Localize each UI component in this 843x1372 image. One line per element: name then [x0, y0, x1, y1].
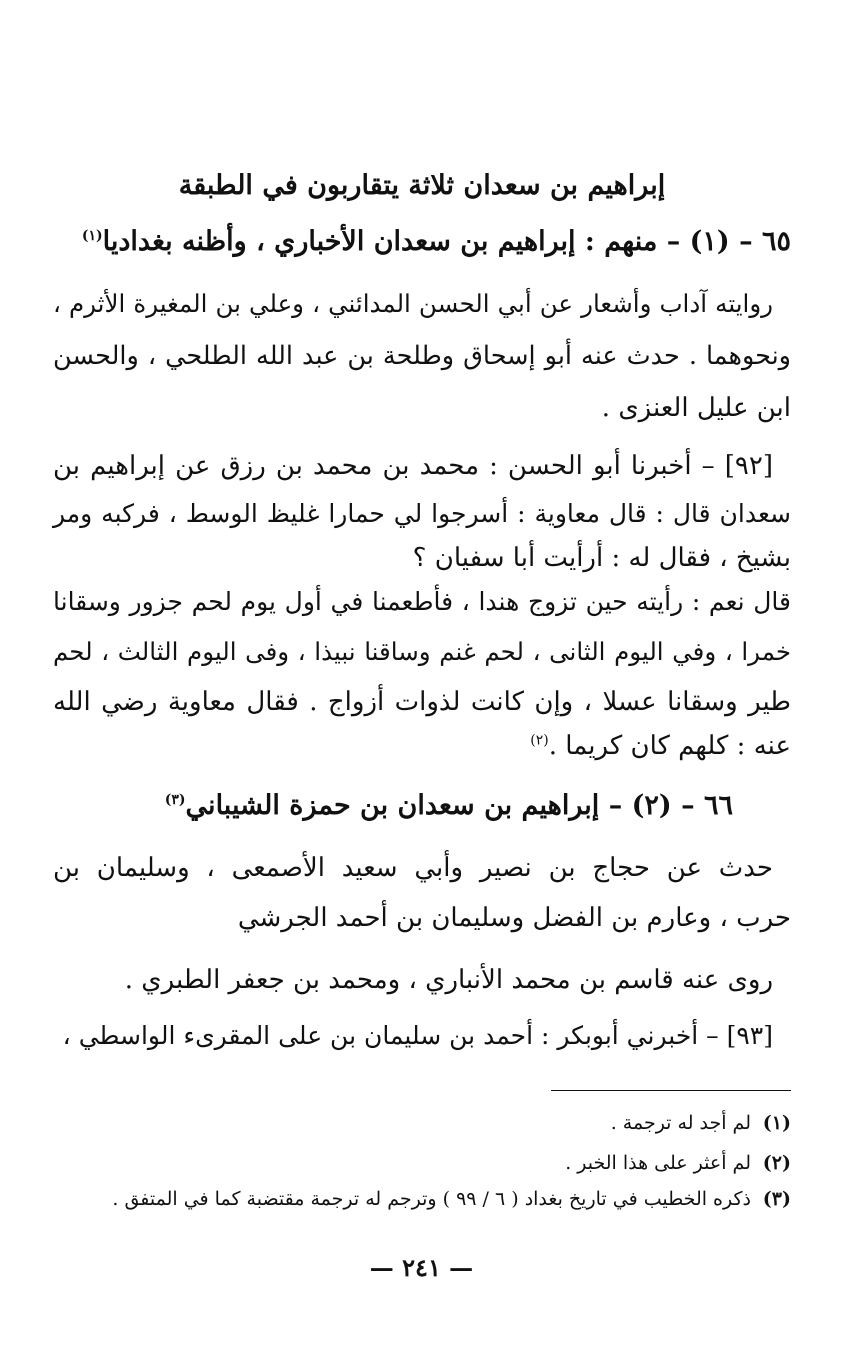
report-92-line-5: خمرا ، وفي اليوم الثانى ، لحم غنم وساقنا نبيذا ، وفى اليوم الثالث ، لحم [53, 637, 791, 666]
footnote-2-text: لم أعثر على هذا الخبر . [565, 1152, 751, 1174]
entry-66-line-3: روى عنه قاسم بن محمد الأنباري ، ومحمد بن جعفر الطبري . [124, 965, 773, 995]
report-93-line-1: [٩٣] – أخبرني أبوبكر : أحمد بن سليمان بن على المقرىء الواسطي ، [62, 1021, 773, 1050]
report-92-line-6: طير وسقانا عسلا ، وإن كانت لذوات أزواج . فقال معاوية رضي الله [53, 687, 791, 717]
report-92-line-7-text: عنه : كلهم كان كريما . [548, 731, 791, 761]
report-92-line-2: سعدان قال : قال معاوية : أسرجوا لي حمارا غليظ الوسط ، فركبه ومر [53, 499, 791, 528]
footnote-ref-3: (٣) [164, 792, 186, 808]
report-92-line-7 [53, 726, 791, 766]
entry-65-line-3: ابن عليل العنزى . [601, 393, 791, 423]
report-92-line-3: بشيخ ، فقال له : أرأيت أبا سفيان ؟ [412, 543, 791, 573]
section-heading: إبراهيم بن سعدان ثلاثة يتقاربون في الطبقة [178, 170, 666, 201]
footnote-1-text: لم أجد له ترجمة . [610, 1112, 751, 1134]
footnote-3 [53, 1184, 791, 1214]
footnote-3-number: (٣) [762, 1188, 791, 1210]
footnote-separator [551, 1090, 791, 1091]
report-92-line-4: قال نعم : رأيته حين تزوج هندا ، فأطعمنا في أول يوم لحم جزور وسقانا [53, 587, 791, 616]
entry-66-title-text: ٦٦ – (٢) – إبراهيم بن سعدان بن حمزة الشيباني [185, 790, 733, 821]
entry-66-line-1: حدث عن حجاج بن نصير وأبي سعيد الأصمعى ، وسليمان بن [53, 853, 773, 883]
entry-66-title [53, 786, 733, 826]
footnote-1-number: (١) [762, 1112, 791, 1134]
page-number: — ٢٤١ — [369, 1253, 474, 1282]
entry-65-line-1: روايته آداب وأشعار عن أبي الحسن المدائني ، وعلي بن المغيرة الأثرم ، [53, 289, 773, 318]
footnote-1 [53, 1108, 791, 1138]
entry-65-line-2: ونحوهما . حدث عنه أبو إسحاق وطلحة بن عبد الله الطلحي ، والحسن [53, 341, 791, 371]
entry-65-title [53, 222, 791, 262]
footnote-2 [53, 1148, 791, 1178]
entry-65-title-text: ٦٥ – (١) – منهم : إبراهيم بن سعدان الأخباري ، وأظنه بغداديا [102, 226, 791, 257]
report-92-line-1: [٩٢] – أخبرنا أبو الحسن : محمد بن محمد بن رزق عن إبراهيم بن [53, 451, 773, 481]
footnote-ref-1: (١) [81, 228, 103, 244]
footnote-ref-2: (٢) [530, 732, 549, 749]
footnote-3-text: ذكره الخطيب في تاريخ بغداد ( ٦ / ٩٩ ) وترجم له ترجمة مقتضبة كما في المتفق . [112, 1188, 751, 1210]
footnote-2-number: (٢) [762, 1152, 791, 1174]
entry-66-line-2: حرب ، وعارم بن الفضل وسليمان بن أحمد الجرشي [237, 903, 791, 933]
